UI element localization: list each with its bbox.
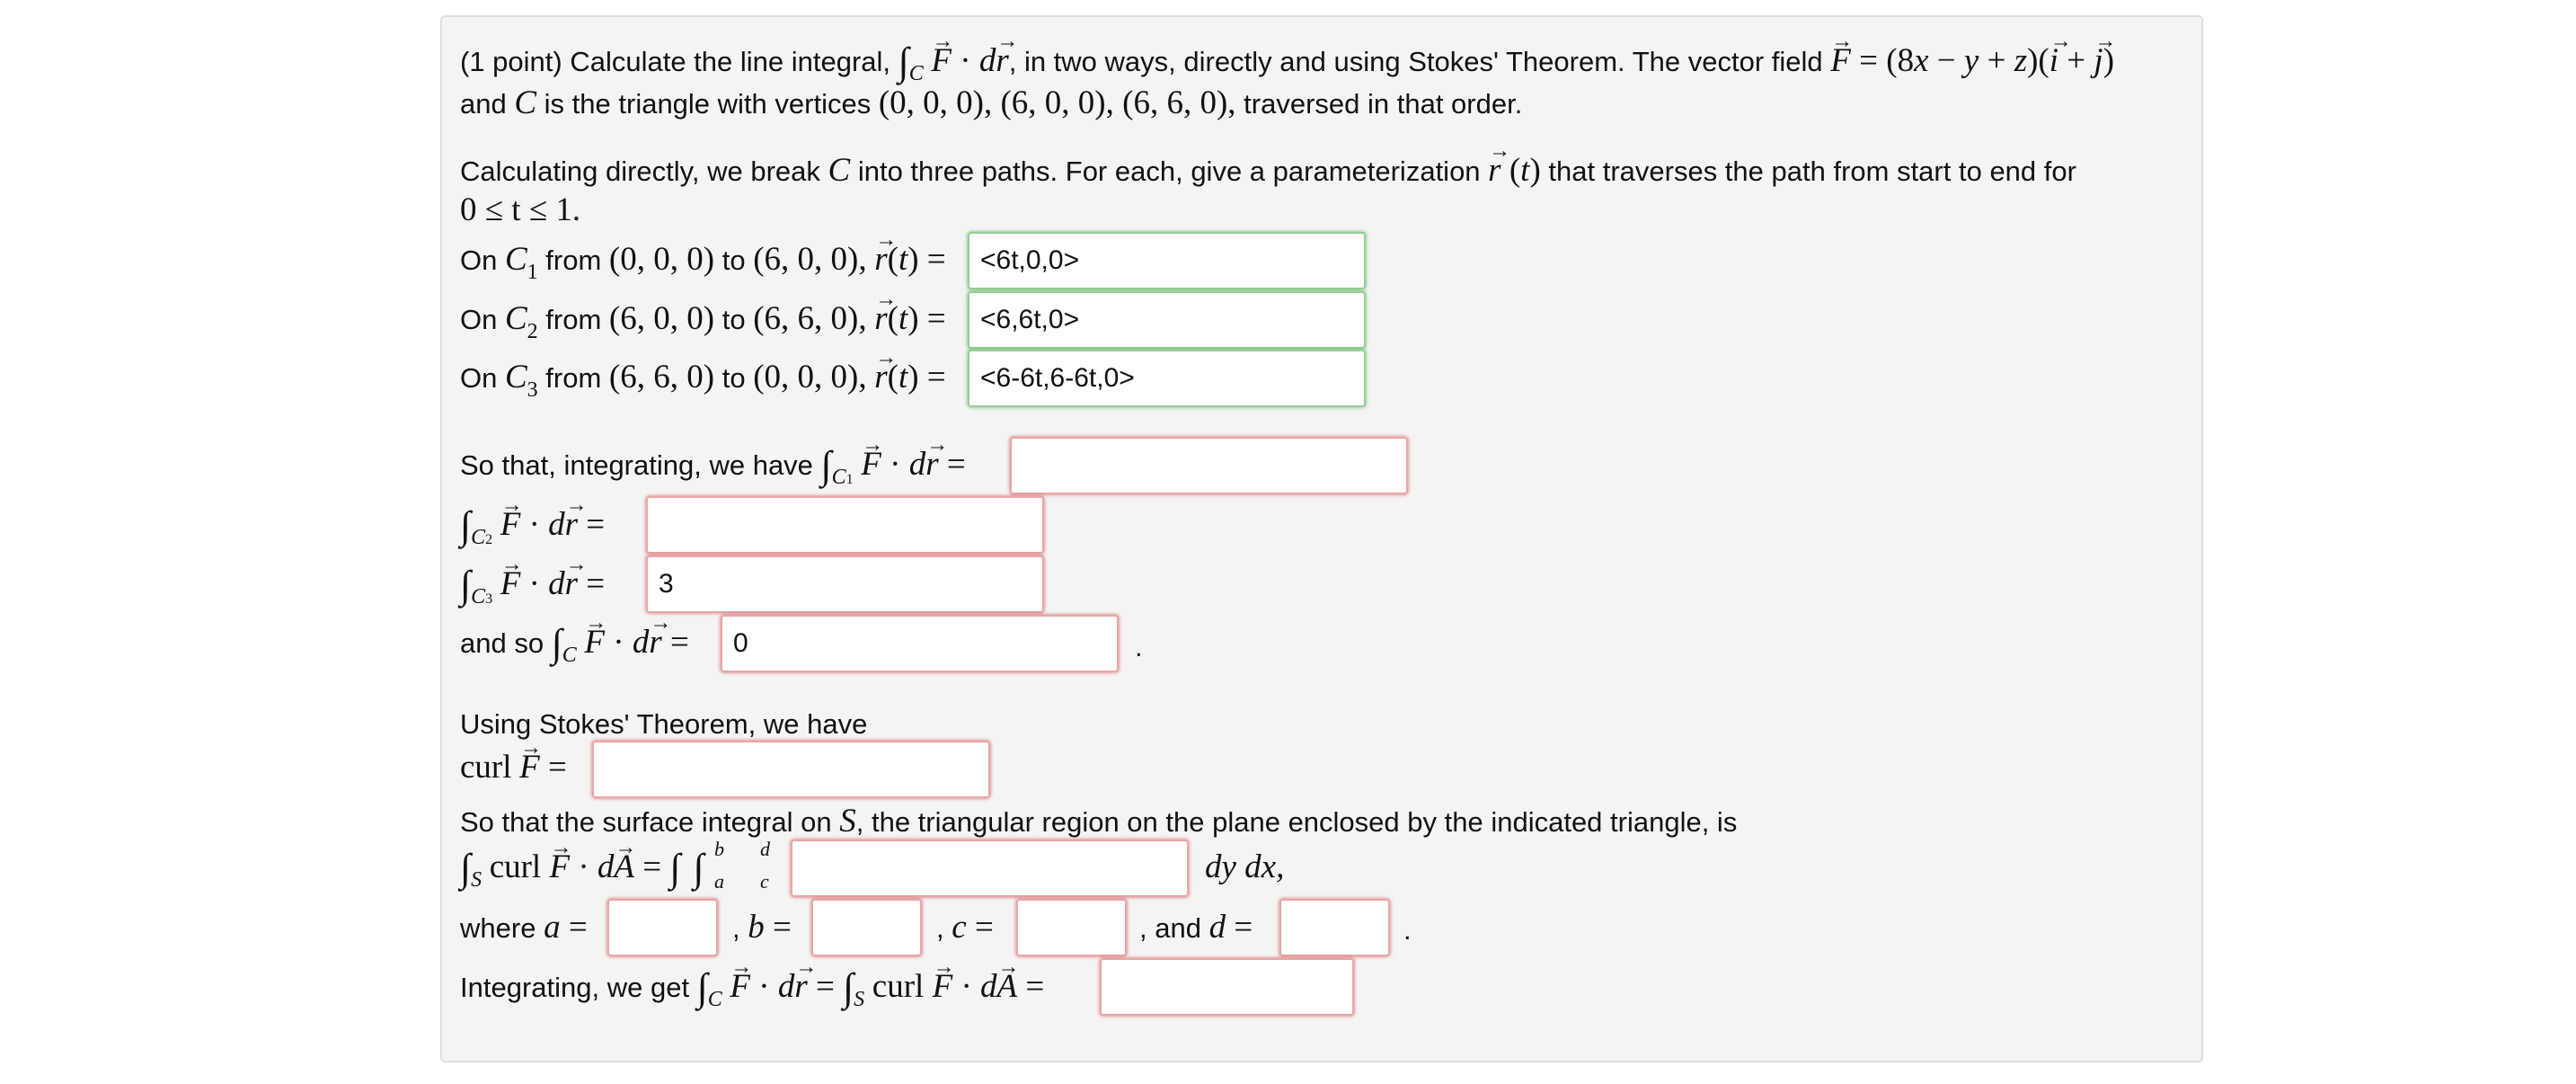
problem-page: (1 point) Calculate the line integral, $\int_C \to F \cdot d\to r$, in two ways, directly and using Stokes' Theorem. The vector field → F = (8x − y + z)(→ i + → j) and C is the triangle with vertices (0, 0, 0), (6, 0, 0), (6, 6, 0), traversed in that order. Calculating directly, we break C into three paths. For each, give a parameterization → r (t) that traverses the path from start to end for 0 ≤ t ≤ 1. On $C_1$ from (0, 0, 0) to (6, 0, 0), → r(t) = <6t,0,0> On $C_2$ from (6, 0, 0) to (6, 6, 0), → r(t) = <6,6t,0> On $C_3$ from (6, 6, 0) to (0, 0, 0), → r(t) = <6-6t,6-6t,0> So that, integrating, we have $\int_{C1} \to F \cdot d\to r$ = $\int_{C2} \to F \cdot d\to r$ = $\int_{C3} \to F \cdot d\to r$ = 3 and so $\int_C \to F \cdot d\to r$ = 0 . Using Stokes' Theorem, we have curl → F = So that the surface integral on S, the triangular region on the plane enclosed by the indicated triangle, is $\int_S$ curl → F · d→ A = ∫ ∫ b a d c dy dx, where a = , b = , c = , and d = . Integrating, we get $\int_C \to F \cdot d\to r = \int_S$ curl → F · d→ A = bbox=[0, 0, 2576, 1084]
problem-statement-line1: (1 point) Calculate the line integral, $\int_C \to F \cdot d\to r$, in two ways, directly and using Stokes' Theorem. The vector field → F = (8x − y + z)(→ i + → j) bbox=[460, 43, 2114, 92]
surface-integral-row: $\int_S$ curl → F · d→ A = ∫ ∫ bbox=[460, 849, 704, 898]
final-input[interactable] bbox=[1100, 958, 1354, 1016]
integral-c1-input[interactable] bbox=[1010, 437, 1408, 494]
direct-intro-line1: Calculating directly, we break C into three paths. For each, give a parameterization → r (t) that traverses the path from start to end for bbox=[460, 153, 2076, 190]
direct-intro-line2: 0 ≤ t ≤ 1. bbox=[460, 191, 581, 228]
period: . bbox=[1403, 914, 1412, 946]
path-row-1: On $C_1$ from (0, 0, 0) to (6, 0, 0), → r(t) = bbox=[460, 242, 946, 290]
path-3-input[interactable]: <6-6t,6-6t,0> bbox=[968, 350, 1366, 407]
integral-c3-row: $\int_{C3} \to F \cdot d\to r$ = bbox=[460, 566, 605, 618]
path-row-2: On $C_2$ from (6, 0, 0) to (6, 6, 0), → r(t) = bbox=[460, 301, 946, 350]
dydx-label: dy dx, bbox=[1205, 849, 1285, 885]
integral-c2-row: $\int_{C2} \to F \cdot d\to r$ = bbox=[460, 507, 605, 558]
limit-d-input[interactable] bbox=[1279, 899, 1390, 956]
path-1-input[interactable]: <6t,0,0> bbox=[968, 232, 1366, 289]
path-2-input[interactable]: <6,6t,0> bbox=[968, 291, 1366, 349]
limit-d-label: , and d = bbox=[1139, 909, 1253, 946]
integral-c3-input[interactable]: 3 bbox=[646, 555, 1044, 613]
integral-c2-input[interactable] bbox=[646, 496, 1044, 554]
limit-b-label: , b = bbox=[732, 909, 792, 946]
surface-text-row: So that the surface integral on S, the triangular region on the plane enclosed by the indicated triangle, is bbox=[460, 803, 1738, 840]
curl-input[interactable] bbox=[592, 741, 990, 798]
limit-c-input[interactable] bbox=[1016, 899, 1127, 956]
limit-a-input[interactable] bbox=[607, 899, 718, 956]
limit-b-input[interactable] bbox=[811, 899, 922, 956]
path-row-3: On $C_3$ from (6, 6, 0) to (0, 0, 0), → r(t) = bbox=[460, 360, 946, 408]
integral-total-row: and so $\int_C \to F \cdot d\to r$ = bbox=[460, 625, 689, 673]
limit-c-label: , c = bbox=[936, 909, 994, 946]
period: . bbox=[1135, 631, 1143, 662]
curl-row: curl → F = bbox=[460, 750, 567, 786]
integral-c1-row: So that, integrating, we have $\int_{C1} \to F \cdot d\to r$ = bbox=[460, 447, 966, 498]
problem-statement-line2: and C is the triangle with vertices (0, 0, 0), (6, 0, 0), (6, 6, 0), traversed in that order. bbox=[460, 84, 1523, 121]
integral-total-input[interactable]: 0 bbox=[721, 615, 1119, 672]
final-row: Integrating, we get $\int_C \to F \cdot d\to r = \int_S$ curl → F · d→ A = bbox=[460, 969, 1044, 1017]
stokes-intro: Using Stokes' Theorem, we have bbox=[460, 708, 868, 740]
integrand-input[interactable] bbox=[791, 840, 1189, 897]
limits-row-label-a: where a = bbox=[460, 909, 588, 946]
